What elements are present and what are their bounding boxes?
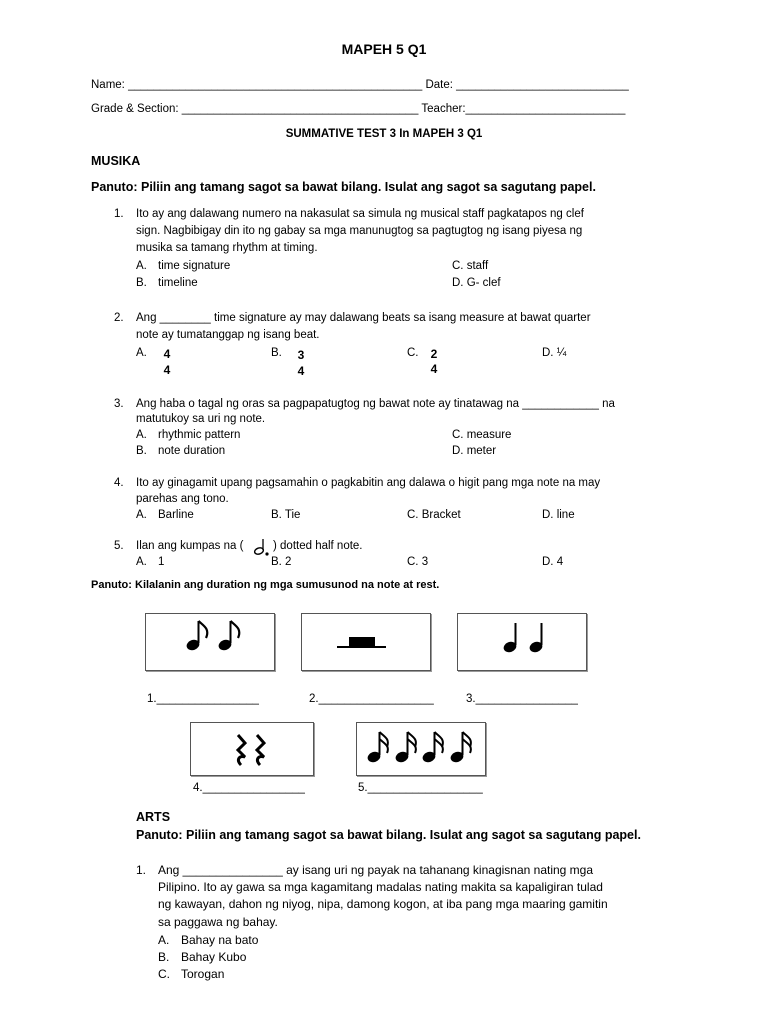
answer-blank-2[interactable]: 2.__________________ xyxy=(309,693,434,705)
question-number: 3. xyxy=(114,398,124,410)
choice-letter: B. xyxy=(271,347,282,359)
four-sixteenth-notes-icon xyxy=(357,723,485,775)
question-text: musika sa tamang rhythm at timing. xyxy=(136,242,318,254)
question-text: Ito ay ginagamit upang pagsamahin o pagkabitin ang dalawa o higit pang mga note na may xyxy=(136,477,601,489)
question-text: sign. Nagbibigay din ito ng gabay sa mga manunugtog sa pagtugtog ng isang piyesa ng xyxy=(136,225,583,237)
answer-blank-5[interactable]: 5.__________________ xyxy=(358,782,483,794)
choice-text: D. ¼ xyxy=(542,347,567,359)
two-eighth-notes-icon xyxy=(146,614,274,670)
choice-letter: C. xyxy=(407,347,419,359)
choice-text: Barline xyxy=(158,509,194,521)
answer-blank-3[interactable]: 3.________________ xyxy=(466,693,578,705)
choice-letter: A. xyxy=(136,509,147,521)
name-date-line: Name: ______________________________________________ Date: ___________________________ xyxy=(91,79,629,91)
time-sig-bottom: 4 xyxy=(163,363,171,377)
choice-text: timeline xyxy=(158,277,198,289)
time-sig-bottom: 4 xyxy=(430,362,438,376)
musika-heading: MUSIKA xyxy=(91,154,141,168)
question-number: 1. xyxy=(114,208,124,220)
question-text: sa paggawa ng bahay. xyxy=(158,915,278,929)
time-sig-bottom: 4 xyxy=(297,364,305,378)
choice-letter: A. xyxy=(136,556,147,568)
choice-text: B. Tie xyxy=(271,509,301,521)
question-text: Ilan ang kumpas na ( xyxy=(136,540,244,552)
choice-letter: A. xyxy=(136,429,147,441)
answer-blank-4[interactable]: 4.________________ xyxy=(193,782,305,794)
choice-text: D. meter xyxy=(452,445,497,457)
two-quarter-notes-icon xyxy=(458,614,586,670)
choice-text: Bahay na bato xyxy=(181,933,259,947)
musika-instruction: Panuto: Piliin ang tamang sagot sa bawat bilang. Isulat ang sagot sa sagutang papel. xyxy=(91,180,596,194)
choice-text: rhythmic pattern xyxy=(158,429,241,441)
time-sig-top: 4 xyxy=(163,347,171,361)
choice-text: 1 xyxy=(158,556,165,568)
time-sig-top: 3 xyxy=(297,348,305,362)
two-quarter-rests-icon xyxy=(191,723,313,775)
musika-instruction-2: Panuto: Kilalanin ang duration ng mga sumusunod na note at rest. xyxy=(91,579,440,591)
choice-text: Bahay Kubo xyxy=(181,950,247,964)
question-text: parehas ang tono. xyxy=(136,493,229,505)
question-number: 1. xyxy=(136,863,147,877)
question-text: Ang haba o tagal ng oras sa pagpapatugtog ng bawat note ay tinatawag na ____________ na xyxy=(136,398,615,410)
note-box-4 xyxy=(190,722,314,776)
choice-text: C. 3 xyxy=(407,556,429,568)
question-text: Ito ay ang dalawang numero na nakasulat sa simula ng musical staff pagkatapos ng clef xyxy=(136,208,584,220)
test-title: SUMMATIVE TEST 3 In MAPEH 3 Q1 xyxy=(285,128,483,140)
question-text: note ay tumatanggap ng isang beat. xyxy=(136,329,320,341)
page-title: MAPEH 5 Q1 xyxy=(341,41,427,57)
choice-text: note duration xyxy=(158,445,226,457)
half-rest-icon xyxy=(302,614,430,670)
choice-text: Torogan xyxy=(181,967,225,981)
arts-instruction: Panuto: Piliin ang tamang sagot sa bawat bilang. Isulat ang sagot sa sagutang papel. xyxy=(136,828,641,842)
choice-text: C. staff xyxy=(452,260,489,272)
choice-text: D. line xyxy=(542,509,575,521)
choice-text: time signature xyxy=(158,260,231,272)
question-text: Ang _______________ ay isang uri ng payak na tahanang kinagisnan nating mga xyxy=(158,863,594,877)
choice-text: D. 4 xyxy=(542,556,564,568)
choice-letter: B. xyxy=(136,277,147,289)
note-box-2 xyxy=(301,613,431,671)
choice-letter: A. xyxy=(136,347,147,359)
choice-letter: A. xyxy=(136,260,147,272)
note-box-5 xyxy=(356,722,486,776)
time-sig-top: 2 xyxy=(430,347,438,361)
choice-text: D. G- clef xyxy=(452,277,501,289)
choice-text: B. 2 xyxy=(271,556,292,568)
question-text: matutukoy sa uri ng note. xyxy=(136,413,266,425)
choice-letter: A. xyxy=(158,933,170,947)
note-box-1 xyxy=(145,613,275,671)
question-text: Ang ________ time signature ay may dalawang beats sa isang measure at bawat quarter xyxy=(136,312,591,324)
choice-letter: C. xyxy=(158,967,170,981)
choice-letter: B. xyxy=(136,445,147,457)
choice-text: C. measure xyxy=(452,429,512,441)
grade-teacher-line: Grade & Section: _____________________________________ Teacher:_________________________ xyxy=(91,103,626,115)
question-number: 2. xyxy=(114,312,124,324)
choice-letter: B. xyxy=(158,950,170,964)
question-number: 5. xyxy=(114,540,124,552)
question-text: ng kawayan, dahon ng niyog, nipa, damong kogon, at iba pang mga maaring gamitin xyxy=(158,897,608,911)
question-text: ) dotted half note. xyxy=(273,540,363,552)
question-number: 4. xyxy=(114,477,124,489)
choice-text: C. Bracket xyxy=(407,509,461,521)
question-text: Pilipino. Ito ay gawa sa mga kagamitang madalas nating makita sa kapaligiran tulad xyxy=(158,880,603,894)
arts-heading: ARTS xyxy=(136,810,171,824)
note-box-3 xyxy=(457,613,587,671)
answer-blank-1[interactable]: 1.________________ xyxy=(147,693,259,705)
